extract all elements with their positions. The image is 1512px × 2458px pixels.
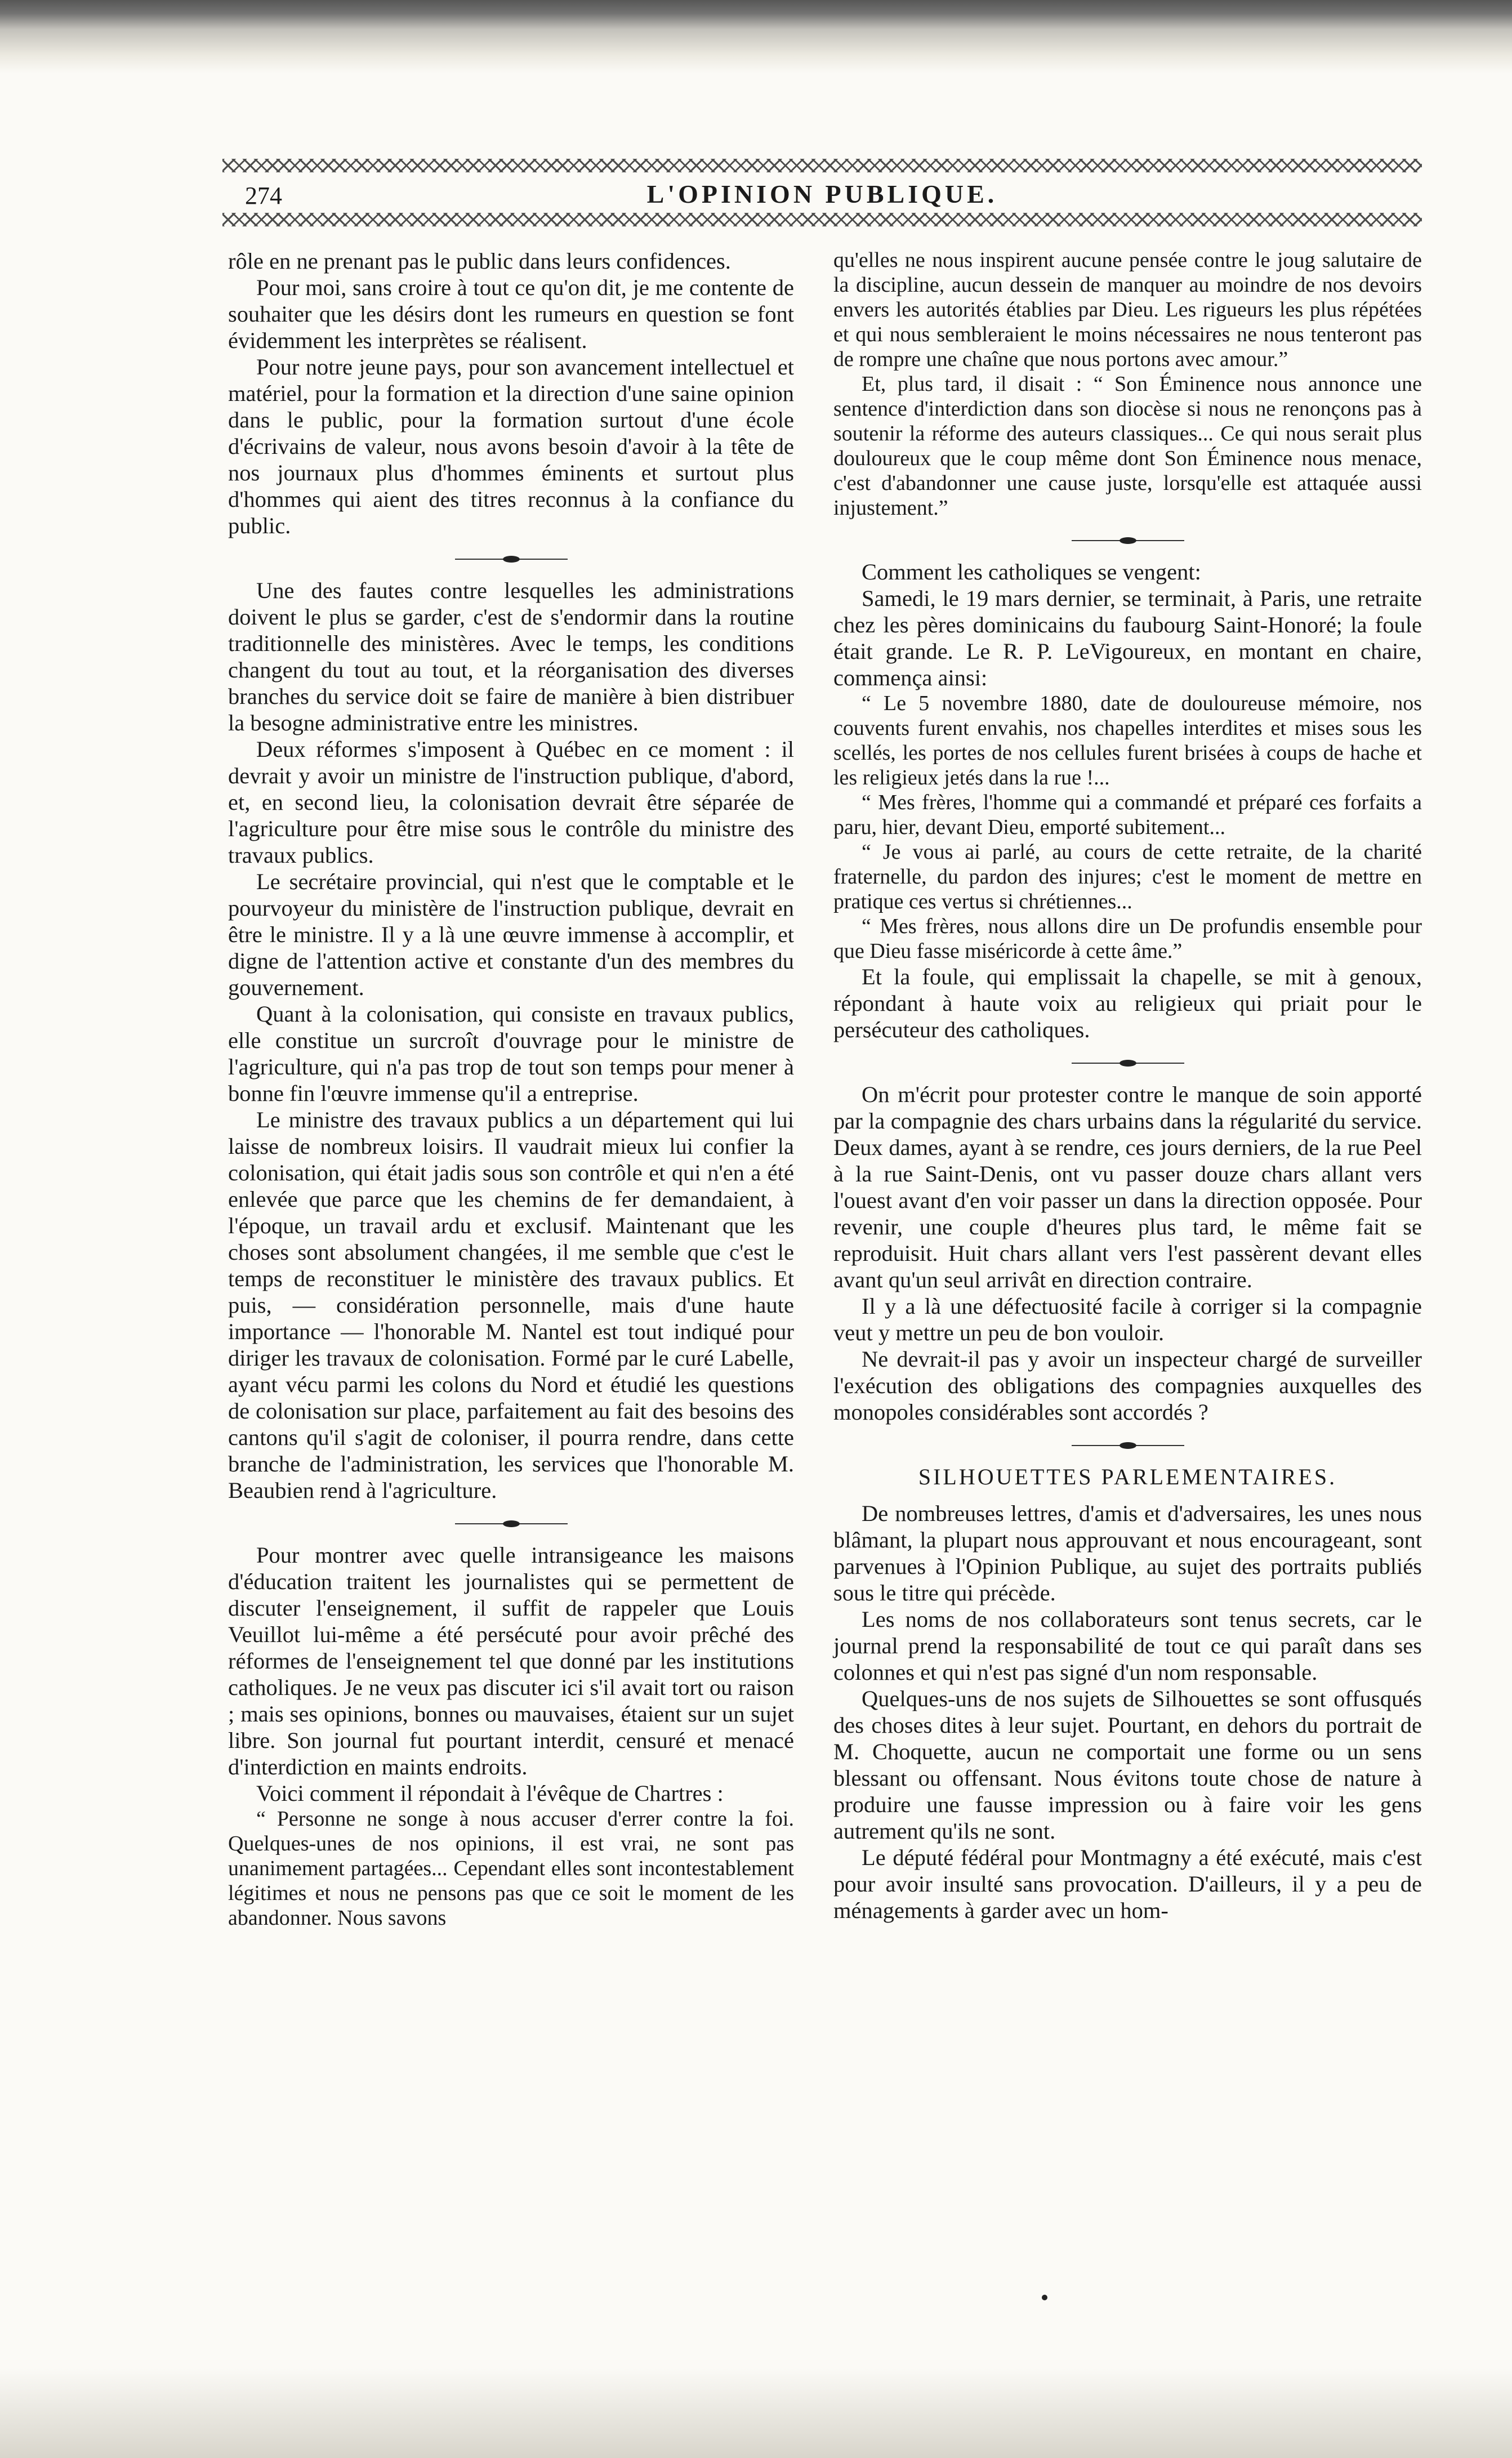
sermon-quote: “ Mes frères, nous allons dire un De profundis ensemble pour que Dieu fasse miséricorde à cette âme.” [833,914,1422,963]
decorative-rule-bottom [222,213,1422,226]
section-divider [1072,537,1184,544]
sermon-quote: “ Le 5 novembre 1880, date de douloureuse mémoire, nos couvents furent envahis, nos chapelles interdites et mises sous les scellés, les portes de nos cellules furent brisées à coups de hache et les religieux jetés dans la rue !... [833,692,1422,789]
paragraph: Deux réformes s'imposent à Québec en ce moment : il devrait y avoir un ministre de l'instruction publique, d'abord, et, en second lieu, la colonisation devrait être séparée de l'agriculture pour être mise sous le contrôle du ministre des travaux publics. [228,737,794,868]
sermon-quote: “ Je vous ai parlé, au cours de cette retraite, de la charité fraternelle, du pardon des injures; c'est le moment de mettre en pratique ces vertus si chrétiennes... [833,840,1422,913]
ink-dot [1042,2295,1047,2300]
paragraph: Pour montrer avec quelle intransigeance les maisons d'éducation traitent les journalistes qui se permettent de discuter l'enseignement, il suffit de rappeler que Louis Veuillot lui-même a été persécuté pour avoir prêché des réformes de l'enseignement tel que donné par les institutions catholiques. Je ne veux pas discuter ici s'il avait tort ou raison ; mais ses opinions, bonnes ou mauvaises, étaient sur un sujet libre. Son journal fut pourtant interdit, censuré et menacé d'interdiction en maints endroits. [228,1542,794,1779]
paragraph: On m'écrit pour protester contre le manque de soin apporté par la compagnie des chars urbains dans la régularité du service. Deux dames, ayant à se rendre, ces jours derniers, de la rue Peel à la rue Saint-Denis, ont vu passer douze chars allant vers l'ouest avant d'en voir passer un dans la direction opposée. Pour revenir, une couple d'heures plus tard, le même fait se reproduisit. Huit chars allant vers l'est passèrent devant elles avant qu'un seul arrivât en direction contraire. [833,1082,1422,1292]
paragraph: Samedi, le 19 mars dernier, se terminait, à Paris, une retraite chez les pères dominicains du faubourg Saint-Honoré; la foule était grande. Le R. P. LeVigoureux, en montant en chaire, commença ainsi: [833,586,1422,690]
paragraph: Quant à la colonisation, qui consiste en travaux publics, elle constitue un surcroît d'ouvrage pour le ministre de l'agriculture, qui n'a pas trop de tout son temps pour mener à bonne fin l'œuvre immense qu'il a entreprise. [228,1001,794,1106]
paragraph: Quelques-uns de nos sujets de Silhouettes se sont offusqués des choses dites à leur sujet. Pourtant, en dehors du portrait de M. Choquette, aucun ne comportait une forme ou un sens blessant ou offensant. Nous évitons toute chose de nature à produire une fausse impression ou à faire voir les gens autrement qu'ils ne sont. [833,1686,1422,1844]
quoted-letter: “ Personne ne songe à nous accuser d'errer contre la foi. Quelques-unes de nos opinions, il est vrai, ne sont pas unanimement partagées... Cependant elles sont incontestablement légitimes et nous ne pensons pas que ce soit le moment de les abandonner. Nous savons [228,1807,794,1930]
left-column [228,248,794,1930]
right-column [833,248,1422,1924]
running-head [222,179,1422,211]
section-divider [455,556,568,563]
scanned-top-edge [0,0,1512,73]
paragraph: Une des fautes contre lesquelles les administrations doivent le plus se garder, c'est de s'endormir dans la routine traditionnelle des ministères. Avec le temps, les conditions changent du tout au tout, et la réorganisation des diverses branches du service doit se faire de manière à bien distribuer la besogne administrative entre les ministres. [228,578,794,735]
sermon-quote: “ Mes frères, l'homme qui a commandé et préparé ces forfaits a paru, hier, devant Dieu, emporté subitement... [833,791,1422,839]
decorative-rule-top [222,159,1422,172]
paragraph: Pour moi, sans croire à tout ce qu'on dit, je me contente de souhaiter que les désirs dont les rumeurs en question se font évidemment les interprètes se réalisent. [228,275,794,353]
paragraph: Le député fédéral pour Montmagny a été exécuté, mais c'est pour avoir insulté sans provocation. D'ailleurs, il y a peu de ménagements à garder avec un hom- [833,1845,1422,1923]
quoted-later-statement: Et, plus tard, il disait : “ Son Éminence nous annonce une sentence d'interdiction dans son diocèse si nous ne renonçons pas à soutenir la réforme des auteurs classiques... Ce qui nous serait plus douloureux que le coup même dont Son Éminence nous menace, c'est d'abandonner une cause juste, lorsqu'elle est attaquée aussi injustement.” [833,372,1422,520]
paragraph: De nombreuses lettres, d'amis et d'adversaires, les unes nous blâmant, la plupart nous approuvant et nous encourageant, sont parvenues à l'Opinion Publique, au sujet des portraits publiés sous le titre qui précède. [833,1501,1422,1605]
section-divider [1072,1060,1184,1067]
paragraph: Le ministre des travaux publics a un département qui lui laisse de nombreux loisirs. Il vaudrait mieux lui confier la colonisation, qui était jadis sous son contrôle et qui n'en a été enlevée que parce que les chemins de fer demandaient, à l'époque, un travail ardu et exclusif. Maintenant que les choses sont absolument changées, il me semble que c'est le temps de reconstituer le ministère des travaux publics. Et puis, — considération personnelle, mais d'une haute importance — l'honorable M. Nantel est tout indiqué pour diriger les travaux de colonisation. Formé par le curé Labelle, ayant vécu parmi les colons du Nord et étudié les questions de colonisation sur place, parfaitement au fait des besoins des cantons qu'il s'agit de coloniser, il pourra rendre, dans cette branche de l'administration, les services que l'honorable M. Beaubien rend à l'agriculture. [228,1107,794,1503]
paragraph: Ne devrait-il pas y avoir un inspecteur chargé de surveiller l'exécution des obligations des compagnies auxquelles des monopoles considérables sont accordés ? [833,1346,1422,1425]
paragraph: Il y a là une défectuosité facile à corriger si la compagnie veut y mettre un peu de bon vouloir. [833,1293,1422,1345]
page-number: 274 [245,182,282,209]
paragraph: Voici comment il répondait à l'évêque de Chartres : [256,1781,724,1806]
scanned-bottom-edge [0,2368,1512,2458]
section-divider [1072,1442,1184,1449]
paragraph: Le secrétaire provincial, qui n'est que le comptable et le pourvoyeur du ministère de l'instruction publique, devrait en être le ministre. Il y a là une œuvre immense à accomplir, et digne de l'attention active et constante d'un des membres du gouvernement. [228,869,794,1000]
paragraph: rôle en ne prenant pas le public dans leurs confidences. [228,248,731,274]
paragraph: Comment les catholiques se vengent: [862,559,1201,585]
section-divider [455,1520,568,1527]
paragraph: Les noms de nos collaborateurs sont tenus secrets, car le journal prend la responsabilité de tout ce qui paraît dans ses colonnes et qui n'est pas signé d'un nom responsable. [833,1607,1422,1685]
quoted-letter-continued: qu'elles ne nous inspirent aucune pensée contre le joug salutaire de la discipline, aucun dessein de manquer au moindre de nos devoirs envers les autorités établies par Dieu. Les rigueurs les plus répétées et qui nous sembleraient le moins nécessaires ne nous tenteront pas de rompre une chaîne que nous portons avec amour.” [833,248,1422,371]
journal-title: L'OPINION PUBLIQUE. [646,180,998,208]
paragraph: Et la foule, qui emplissait la chapelle, se mit à genoux, répondant à haute voix au religieux qui priait pour le persécuteur des catholiques. [833,964,1422,1042]
section-heading-silhouettes: SILHOUETTES PARLEMENTAIRES. [918,1464,1337,1489]
paragraph: Pour notre jeune pays, pour son avancement intellectuel et matériel, pour la formation et la direction d'une saine opinion dans le public, pour la formation surtout d'une école d'écrivains de valeur, nous avons besoin d'avoir à la tête de nos journaux plus d'hommes éminents et surtout plus d'hommes qui aient des titres reconnus à la confiance du public. [228,354,794,538]
